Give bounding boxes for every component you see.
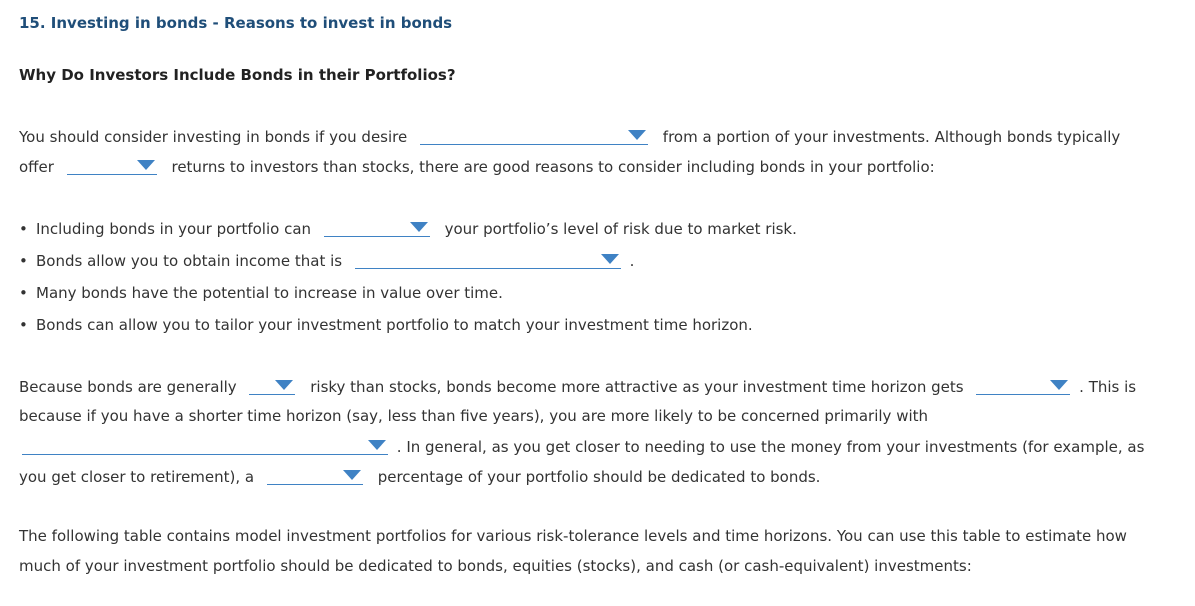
p3-text-a: The following table contains model investment portfolios for various risk-tolerance levels and time horizons. You can use this table to estimate how bbox=[19, 527, 1127, 545]
bullet-dot: • bbox=[19, 316, 28, 334]
question-title: 15. Investing in bonds - Reasons to invest in bonds bbox=[19, 14, 453, 32]
p2-text-b: risky than stocks, bonds become more attractive as your investment time horizon gets bbox=[310, 378, 964, 396]
p1-text-b: from a portion of your investments. Although bonds typically bbox=[662, 128, 1121, 146]
p3-text-b: much of your investment portfolio should be dedicated to bonds, equities (stocks), and cash (or cash-equivalent) investments: bbox=[19, 557, 972, 575]
caret-down-icon bbox=[410, 222, 428, 232]
p1-text-d: returns to investors than stocks, there are good reasons to consider including bonds in your portfolio: bbox=[171, 158, 935, 176]
bullet1-text-a: Including bonds in your portfolio can bbox=[36, 220, 312, 238]
paragraph1-line1 bbox=[19, 126, 1120, 146]
paragraph2-line4 bbox=[19, 466, 820, 486]
caret-down-icon bbox=[137, 160, 155, 170]
bullet2-text-b: . bbox=[629, 252, 635, 270]
bullet-item-risk bbox=[19, 218, 797, 238]
generally-dropdown[interactable] bbox=[249, 376, 295, 395]
paragraph3-line1 bbox=[19, 526, 1127, 546]
paragraph3-line2 bbox=[19, 556, 972, 576]
bullet3-text: Many bonds have the potential to increase in value over time. bbox=[36, 284, 503, 302]
risk-effect-dropdown[interactable] bbox=[324, 218, 430, 237]
p2-text-a: Because bonds are generally bbox=[19, 378, 237, 396]
p1-text-c: offer bbox=[19, 158, 54, 176]
horizon-dropdown[interactable] bbox=[976, 376, 1070, 395]
p2-text-f: you get closer to retirement), a bbox=[19, 468, 255, 486]
bullet-dot: • bbox=[19, 284, 28, 302]
offer-dropdown[interactable] bbox=[67, 156, 157, 175]
p2-text-d: because if you have a shorter time horizon (say, less than five years), you are more likely to be concerned primarily with bbox=[19, 407, 929, 425]
p2-text-e: . In general, as you get closer to needing to use the money from your investments (for example, as bbox=[396, 438, 1145, 456]
bullet-dot: • bbox=[19, 220, 28, 238]
income-type-dropdown[interactable] bbox=[355, 250, 621, 269]
concerned-with-dropdown[interactable] bbox=[22, 436, 388, 455]
caret-down-icon bbox=[368, 440, 386, 450]
caret-down-icon bbox=[1050, 380, 1068, 390]
paragraph2-line3 bbox=[19, 436, 1144, 456]
bullet-item-value bbox=[19, 283, 503, 303]
section-heading: Why Do Investors Include Bonds in their Portfolios? bbox=[19, 66, 456, 84]
p2-text-c: . This is bbox=[1079, 378, 1137, 396]
paragraph2-line2 bbox=[19, 406, 928, 426]
percentage-dropdown[interactable] bbox=[267, 466, 363, 485]
bullet1-text-b: your portfolio’s level of risk due to market risk. bbox=[444, 220, 797, 238]
caret-down-icon bbox=[628, 130, 646, 140]
caret-down-icon bbox=[275, 380, 293, 390]
caret-down-icon bbox=[343, 470, 361, 480]
bullet-item-income bbox=[19, 250, 634, 270]
caret-down-icon bbox=[601, 254, 619, 264]
bullet4-text: Bonds can allow you to tailor your investment portfolio to match your investment time horizon. bbox=[36, 316, 753, 334]
bullet-dot: • bbox=[19, 252, 28, 270]
desire-dropdown[interactable] bbox=[420, 126, 648, 145]
p1-text-a: You should consider investing in bonds if you desire bbox=[19, 128, 408, 146]
bullet-item-horizon bbox=[19, 315, 753, 335]
bullet2-text-a: Bonds allow you to obtain income that is bbox=[36, 252, 343, 270]
paragraph1-line2 bbox=[19, 156, 935, 176]
paragraph2-line1 bbox=[19, 376, 1136, 396]
p2-text-g: percentage of your portfolio should be dedicated to bonds. bbox=[377, 468, 821, 486]
